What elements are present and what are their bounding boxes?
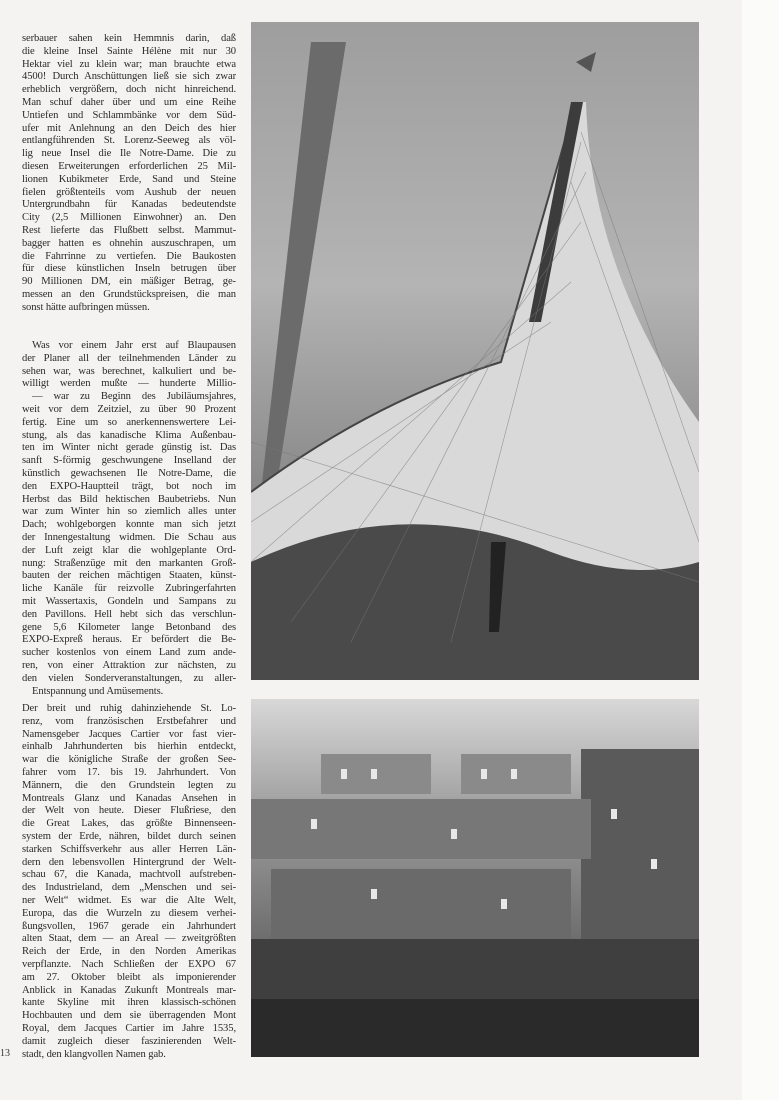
text-line: sanft S-förmig geschwungene Inselland der xyxy=(22,455,236,467)
text-line: der Innengestaltung widmen. Die Schau aus xyxy=(22,531,236,543)
text-line: Männern, die den Grundstein legten zu xyxy=(22,779,236,791)
text-line: Reich der Erde, in den Norden Amerikas xyxy=(22,946,236,958)
text-line: Man schuf daher über und um eine Reihe xyxy=(22,96,236,108)
text-line: erheblich vergrößern, doch nicht hinreichend. xyxy=(22,84,236,96)
text-line: system der Erde, nähren, bildet durch seinen xyxy=(22,830,236,842)
text-line: bauten der reichen mächtigen Staaten, künst- xyxy=(22,570,236,582)
text-line: fahrer vom 17. bis 19. Jahrhundert. Von xyxy=(22,766,236,778)
text-line: die kleine Insel Sainte Hélène mit nur 30 xyxy=(22,45,236,57)
text-line: lig neue Insel die Ile Notre-Dame. Die zu xyxy=(22,148,236,160)
text-line: starken Schiffsverkehr aus aller Herren Län- xyxy=(22,843,236,855)
text-line: sucher kostenlos von einem Land zum ande- xyxy=(22,647,236,659)
text-line: nung: Straßenzüge mit den markanten Groß- xyxy=(22,557,236,569)
text-line: dern den lebensvollen Hintergrund der Welt- xyxy=(22,856,236,868)
paragraph-1 xyxy=(22,33,236,315)
text-line: Europa, das die Wurzeln zu diesem verhei- xyxy=(22,907,236,919)
text-line: City (2,5 Millionen Einwohner) an. Den xyxy=(22,212,236,224)
text-line: Was vor einem Jahr erst auf Blaupausen xyxy=(32,340,236,351)
text-line: 90 Millionen DM, ein mäßiger Betrag, ge- xyxy=(22,276,236,288)
text-line: messen an den Grundstückspreisen, die man xyxy=(22,288,236,300)
text-line: Hektar viel zu klein war; man brauchte etwa xyxy=(22,58,236,70)
text-line: Anblick in Kanadas Zukunft Montreals mar- xyxy=(22,984,236,996)
text-line: Namensgeber Jacques Cartier vor fast vier- xyxy=(22,728,236,740)
text-line: den vielen Sonderveranstaltungen, zu aller- xyxy=(22,672,236,684)
text-line: willigt werden mußte — hunderte Millio- xyxy=(22,378,236,390)
text-line: Entspannung und Amüsements. xyxy=(32,685,164,697)
paragraph-3 xyxy=(22,703,236,1061)
text-line: schau 67, die Kanada, machtvoll aufstreben- xyxy=(22,869,236,881)
text-line: stadt, den klangvollen Namen gab. xyxy=(22,1048,166,1060)
text-line: Montreals Glanz und Kanadas Ansehen in xyxy=(22,792,236,804)
text-line: sonst hätte aufbringen müssen. xyxy=(22,301,150,313)
text-line: bagger hatten es ohnehin auszuschrapen, um xyxy=(22,237,236,249)
text-line: war die königliche Straße der großen See- xyxy=(22,754,236,766)
text-line: EXPO-Expreß heraus. Er befördert die Be- xyxy=(22,634,236,646)
text-line: ufer mit Anlehnung an den Deich des hier xyxy=(22,122,236,134)
text-line: 4500! Durch Anschüttungen ließ sie sich zwar xyxy=(22,71,236,83)
text-line: war zum Winter hin so ziemlich alles unter xyxy=(22,506,236,518)
text-line: entlangführenden St. Lorenz-Seeweg als völ- xyxy=(22,135,236,147)
text-line: serbauer sahen kein Hemmnis darin, daß xyxy=(22,33,236,44)
text-line: kante Skyline mit ihren klassisch-schönen xyxy=(22,997,236,1009)
text-line: der Welt von heute. Dieser Flußriese, den xyxy=(22,805,236,817)
text-line: diesen Erweiterungen erforderlichen 25 Mil- xyxy=(22,160,236,172)
text-line: mit Wassertaxis, Gondeln und Sampans zu xyxy=(22,595,236,607)
text-line: den Pavillons. Hell hebt sich das verschlun- xyxy=(22,608,236,620)
text-line: die Fahrrinne zu vertiefen. Die Baukosten xyxy=(22,250,236,262)
text-line: Dach; wohlgeborgen konnte man sich jetzt xyxy=(22,519,236,531)
text-line: am 27. Oktober bleibt als imponierender xyxy=(22,971,236,983)
text-line: einhalb Jahrhunderten bis hierhin entdeckt, xyxy=(22,741,236,753)
text-line: Untiefen und Schlammbänke vor dem Süd- xyxy=(22,109,236,121)
text-line: — war zu Beginn des Jubiläumsjahres, xyxy=(32,391,236,403)
text-line: Royal, dem Jacques Cartier im Jahre 1535, xyxy=(22,1022,236,1034)
text-line: sehen war, was berechnet, kalkuliert und be- xyxy=(22,365,236,377)
text-line: für diese künstlichen Inseln betrugen über xyxy=(22,263,236,275)
text-line: ren, von einer Attraktion zur nächsten, zu xyxy=(22,659,236,671)
text-line: stung, als das kanadische Klima Außenbau- xyxy=(22,429,236,441)
text-line: alten Staat, dem — an Areal — zweitgrößten xyxy=(22,933,236,945)
text-line: verpflanzte. Nach Schließen der EXPO 67 xyxy=(22,958,236,970)
page-number: 13 xyxy=(0,1048,10,1059)
text-line: künstlich gewachsenen Ile Notre-Dame, die xyxy=(22,467,236,479)
text-line: der Planer all der teilnehmenden Länder zu xyxy=(22,352,236,364)
text-line: Rest lieferte das Flußbett selbst. Mammut- xyxy=(22,224,236,236)
text-line: Untergrundbahn für Kanadas bedeutendste xyxy=(22,199,236,211)
text-line: fielen größtenteils vom Aushub der neuen xyxy=(22,186,236,198)
text-line: Hochbauten und dem sie überragenden Mont xyxy=(22,1010,236,1022)
text-line: die Great Lakes, das größte Binnenseen- xyxy=(22,818,236,830)
text-line: weit vor dem Zeitziel, zu über 90 Prozent xyxy=(22,403,236,415)
page-margin xyxy=(742,0,779,1100)
photo-tent-roof-construction xyxy=(251,22,699,680)
paragraph-2 xyxy=(22,340,236,698)
text-line: renz, vom französischen Erstbefahrer und xyxy=(22,715,236,727)
text-line: Der breit und ruhig dahinziehende St. Lo- xyxy=(22,703,236,714)
text-line: der Luft zeigt klar die wohlgeplante Ord- xyxy=(22,544,236,556)
text-line: Herbst das Bild hektischen Baubetriebs. Nun xyxy=(22,493,236,505)
text-line: ten im Winter nicht gerade günstig ist. Das xyxy=(22,442,236,454)
text-line: damit zugleich dieser faszinierenden Welt- xyxy=(22,1035,236,1047)
text-line: ner Welt“ widmet. Es war die Alte Welt, xyxy=(22,894,236,906)
text-line: fertig. Eine um so anerkennenswertere Lei- xyxy=(22,416,236,428)
text-line: ßungsvollen, 1967 gerade ein Jahrhundert xyxy=(22,920,236,932)
text-line: gene 5,6 Kilometer lange Betonband des xyxy=(22,621,236,633)
photo-habitat-67-buildings xyxy=(251,699,699,1057)
text-line: lionen Kubikmeter Erde, Sand und Steine xyxy=(22,173,236,185)
text-line: des Industrieland, dem „Menschen und sei- xyxy=(22,882,236,894)
text-line: den EXPO-Hauptteil trägt, bot noch im xyxy=(22,480,236,492)
text-line: liche Kanäle für reizvolle Zubringerfahrten xyxy=(22,583,236,595)
